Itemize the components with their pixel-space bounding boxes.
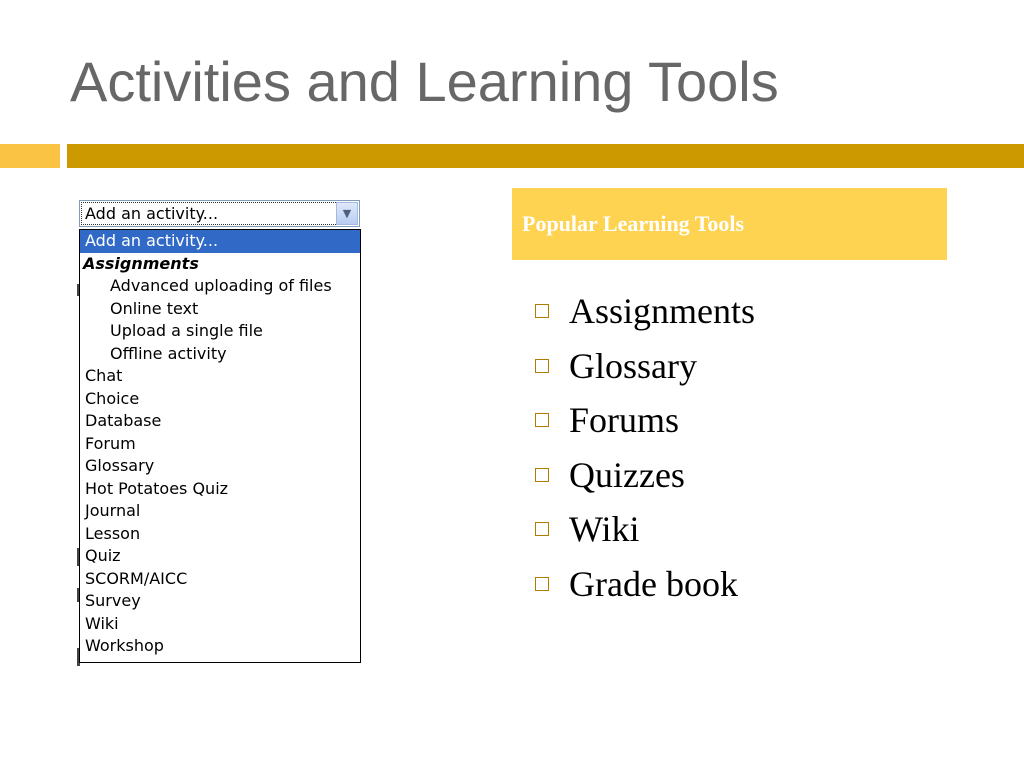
tool-list-item <box>530 502 755 557</box>
tool-label: Forums <box>569 400 680 441</box>
tool-list-item <box>530 393 755 448</box>
popular-tools-header: Popular Learning Tools <box>512 188 947 260</box>
square-bullet-icon <box>535 577 549 591</box>
tool-list-item <box>530 557 755 612</box>
dropdown-option[interactable]: Offline activity <box>110 343 227 363</box>
accent-bar-left <box>0 144 60 168</box>
tool-label: Wiki <box>569 509 640 550</box>
select-value: Add an activity... <box>85 204 219 223</box>
tool-label: Glossary <box>569 345 697 386</box>
tool-label: Grade book <box>569 563 738 604</box>
dropdown-option[interactable]: Forum <box>85 433 136 453</box>
tool-label: Assignments <box>569 291 756 332</box>
chevron-down-icon[interactable]: ▼ <box>336 202 358 225</box>
square-bullet-icon <box>535 468 549 482</box>
slide-title: Activities and Learning Tools <box>70 50 779 113</box>
dropdown-option[interactable]: Advanced uploading of files <box>110 276 332 295</box>
dropdown-option[interactable]: Wiki <box>85 613 119 633</box>
tool-list-item <box>530 339 755 394</box>
dropdown-option[interactable]: Workshop <box>85 636 164 655</box>
dropdown-option[interactable]: Journal <box>85 501 141 520</box>
dropdown-option[interactable]: Database <box>85 411 162 430</box>
tool-label: Quizzes <box>569 454 685 495</box>
square-bullet-icon <box>535 522 549 536</box>
square-bullet-icon <box>535 304 549 318</box>
square-bullet-icon <box>535 413 549 427</box>
dropdown-option[interactable]: Glossary <box>85 456 155 475</box>
dropdown-option[interactable]: Quiz <box>85 546 121 565</box>
dropdown-option[interactable]: Online text <box>110 298 199 318</box>
dropdown-group-label: Assignments <box>83 253 199 273</box>
accent-bar-main <box>67 144 1024 168</box>
dropdown-option[interactable]: Hot Potatoes Quiz <box>85 478 229 498</box>
popular-tools-list <box>530 284 755 611</box>
add-activity-select[interactable] <box>79 200 360 227</box>
dropdown-option[interactable]: Survey <box>85 591 141 610</box>
dropdown-option[interactable]: Lesson <box>85 523 141 543</box>
dropdown-option[interactable]: Add an activity... <box>80 230 360 253</box>
dropdown-option[interactable]: SCORM/AICC <box>85 568 188 588</box>
dropdown-option[interactable]: Upload a single file <box>110 321 263 340</box>
tool-list-item <box>530 284 755 339</box>
tool-list-item <box>530 448 755 503</box>
square-bullet-icon <box>535 359 549 373</box>
dropdown-option[interactable]: Choice <box>85 388 140 408</box>
dropdown-option[interactable]: Chat <box>85 366 123 385</box>
activity-dropdown-list <box>79 229 361 663</box>
